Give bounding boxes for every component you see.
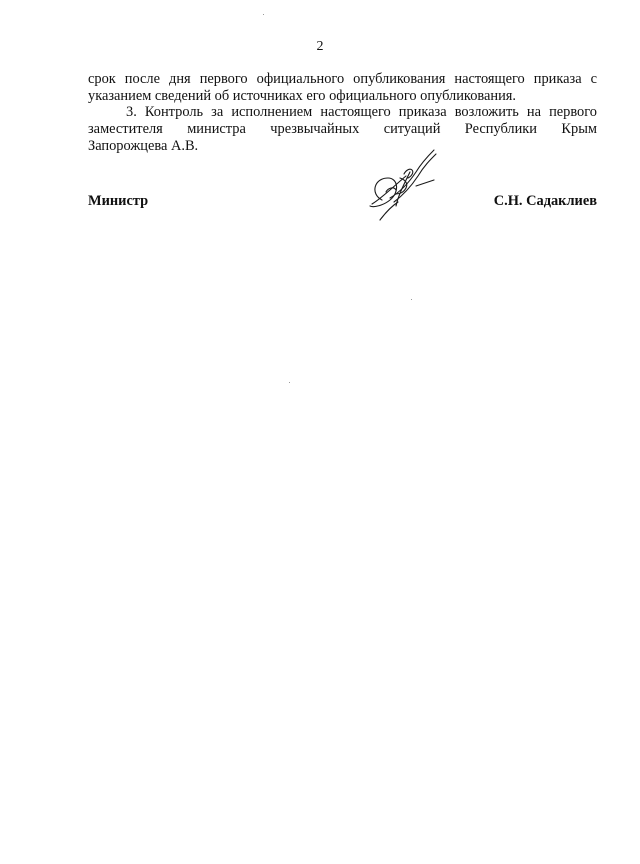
paragraph-line: указанием сведений об источниках его официального опубликования. <box>88 88 516 104</box>
scan-speck <box>263 14 264 15</box>
paragraph-line: заместителя министра чрезвычайных ситуаций Республики Крым <box>88 121 597 137</box>
page-number: 2 <box>316 39 324 54</box>
handwritten-signature <box>360 148 440 228</box>
paragraph-line: Запорожцева А.В. <box>88 138 199 154</box>
scan-speck <box>411 299 412 300</box>
paragraph-control-clause <box>88 104 597 155</box>
paragraph-publication-term <box>88 71 597 105</box>
scan-speck <box>289 382 290 383</box>
signer-title: Министр <box>88 193 149 209</box>
signer-name: С.Н. Садаклиев <box>493 193 597 209</box>
paragraph-line: 3. Контроль за исполнением настоящего приказа возложить на первого <box>126 104 597 120</box>
signature-block <box>88 193 597 213</box>
paragraph-line: срок после дня первого официального опубликования настоящего приказа с <box>88 71 597 87</box>
